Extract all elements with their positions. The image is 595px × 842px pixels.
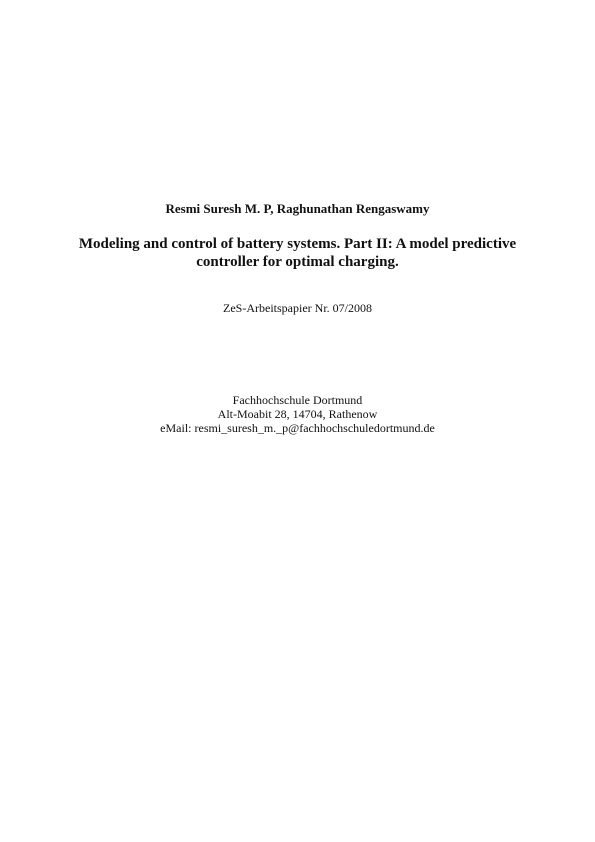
institution-address: Alt-Moabit 28, 14704, Rathenow: [217, 407, 378, 421]
paper-title-line-1: Modeling and control of battery systems. Part II: A model predictive: [78, 236, 517, 252]
paper-title: [0, 235, 595, 271]
author-names: Resmi Suresh M. P, Raghunathan Rengaswamy: [165, 201, 430, 216]
paper-title-line-2: controller for optimal charging.: [196, 254, 399, 270]
affiliation-block: [0, 393, 595, 435]
institution-name: Fachhochschule Dortmund: [232, 393, 363, 407]
contact-email: eMail: resmi_suresh_m._p@fachhochschuledortmund.de: [160, 421, 435, 435]
working-paper-number: ZeS-Arbeitspapier Nr. 07/2008: [223, 301, 372, 315]
